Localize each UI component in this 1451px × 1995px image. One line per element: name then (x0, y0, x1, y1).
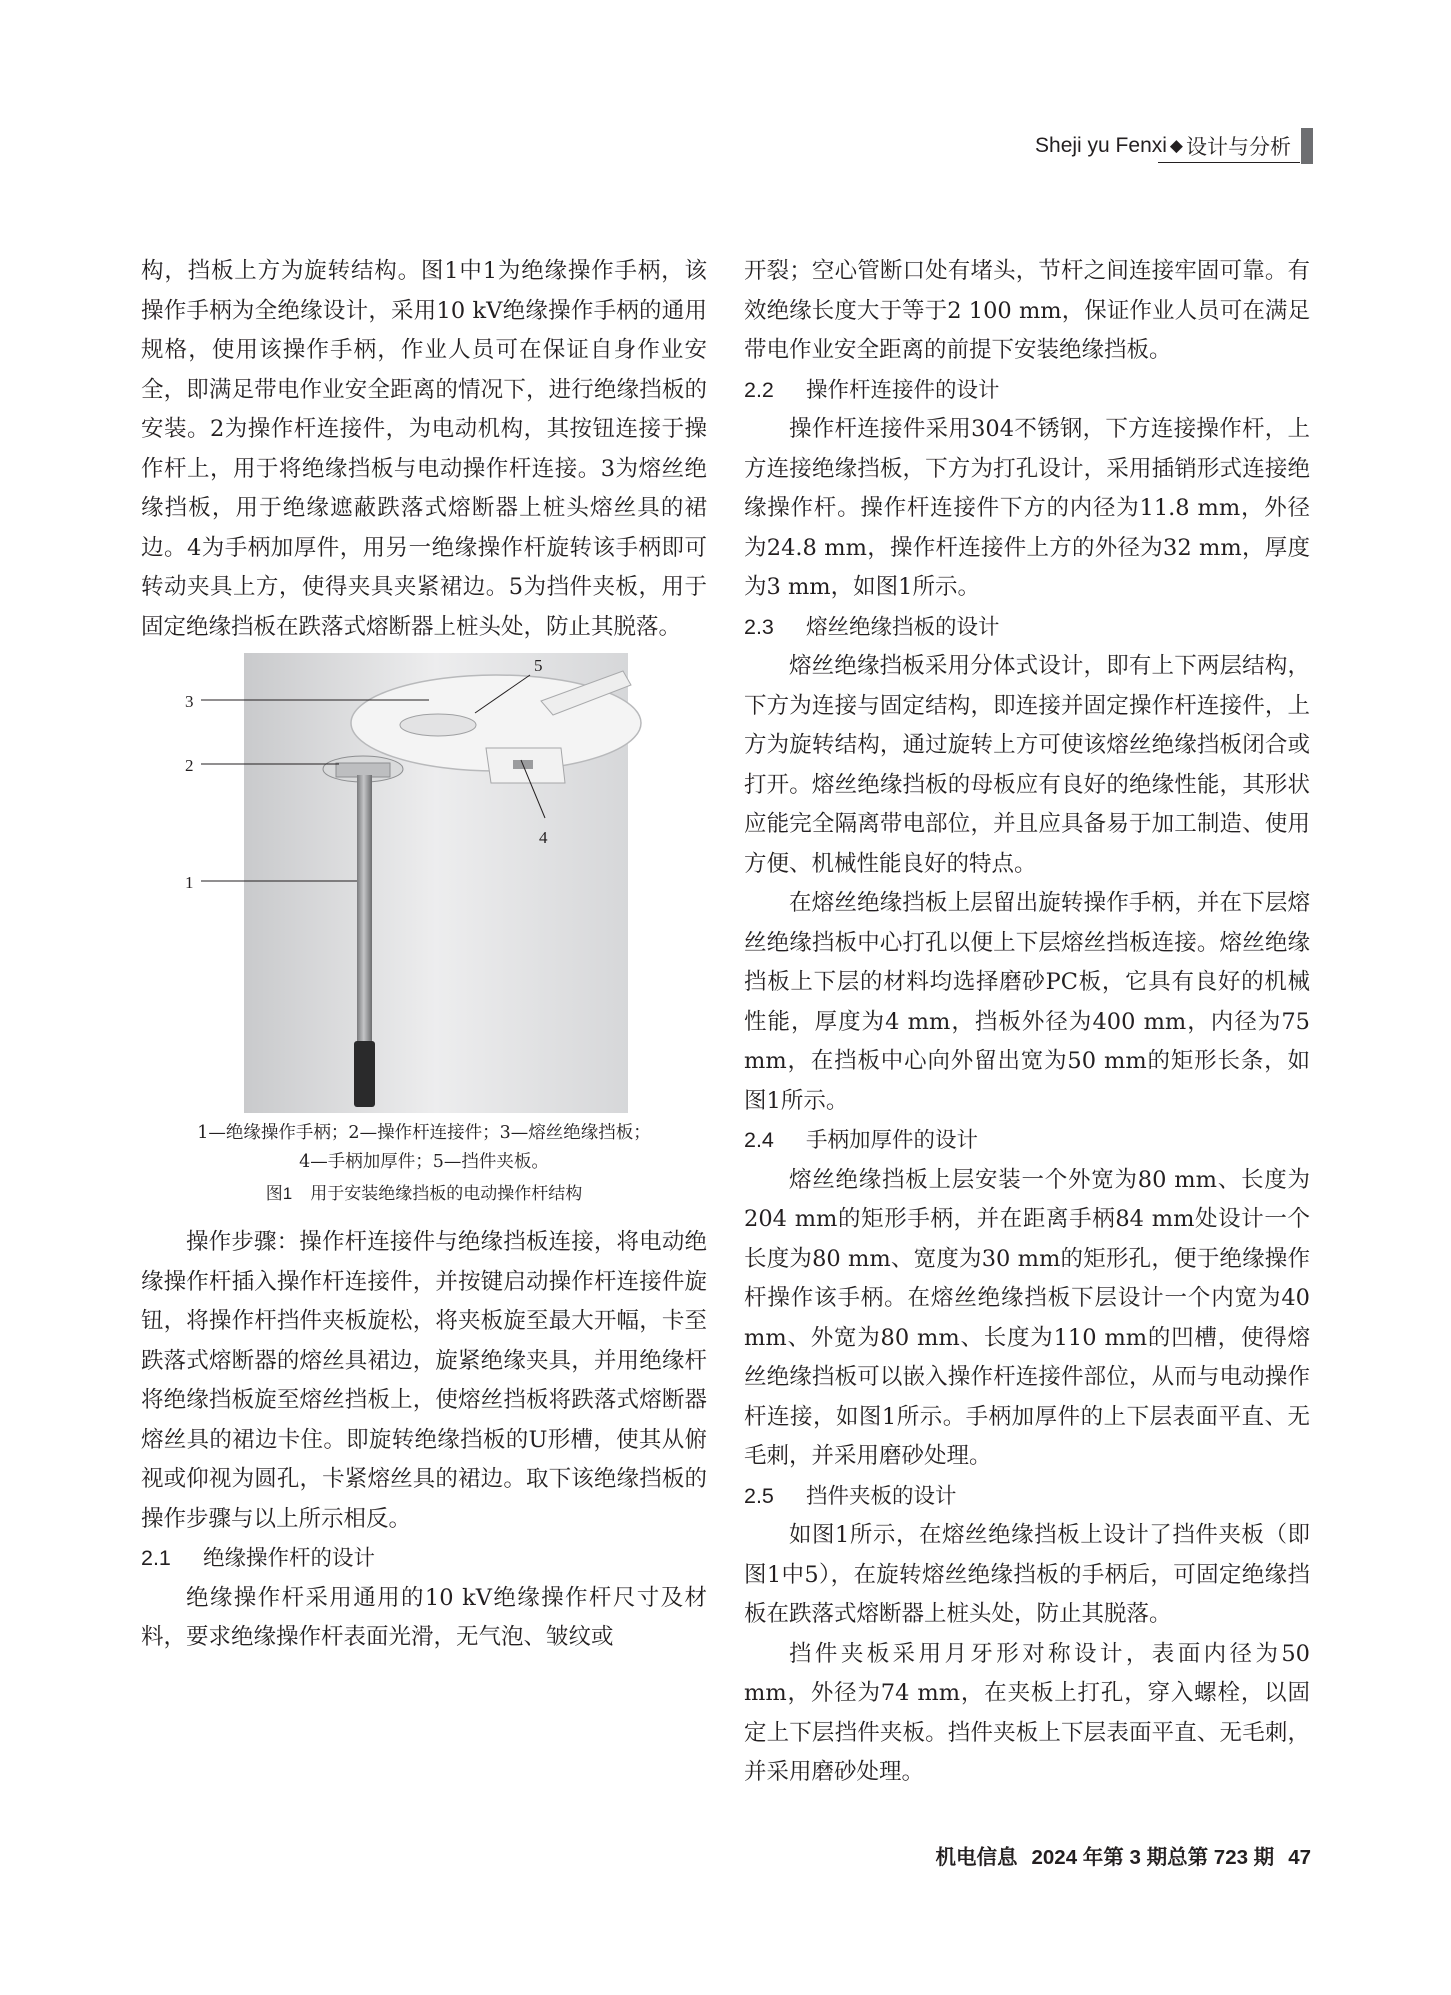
left-column (141, 252, 707, 1658)
paragraph: 熔丝绝缘挡板上层安装一个外宽为80 mm、长度为204 mm的矩形手柄，并在距离手柄84 mm处设计一个长度为80 mm、宽度为30 mm的矩形孔，便于绝缘操作杆操作该手柄。在熔丝绝缘挡板下层设计一个内宽为40 mm、外宽为80 mm、长度为110 mm的凹槽，使得熔丝绝缘挡板可以嵌入操作杆连接件部位，从而与电动操作杆连接，如图1所示。手柄加厚件的上下层表面平直、无毛刺，并采用磨砂处理。 (744, 1166, 1310, 1469)
section-number: 2.4 (744, 1128, 774, 1152)
callout-1: 1 (185, 873, 194, 892)
journal-name: 机电信息 (935, 1846, 1018, 1869)
section-number: 2.1 (141, 1546, 171, 1570)
section-heading (744, 371, 1310, 411)
paragraph: 在熔丝绝缘挡板上层留出旋转操作手柄，并在下层熔丝绝缘挡板中心打孔以便上下层熔丝挡板连接。熔丝绝缘挡板上下层的材料均选择磨砂PC板，它具有良好的机械性能，厚度为4 mm，挡板外径为400 mm，内径为75 mm，在挡板中心向外留出宽为50 mm的矩形长条，如图1所示。 (744, 890, 1310, 1114)
paragraph: 操作杆连接件采用304不锈钢，下方连接操作杆，上方连接绝缘挡板，下方为打孔设计，采用插销形式连接绝缘操作杆。操作杆连接件下方的内径为11.8 mm，外径为24.8 mm，操作杆连接件上方的外径为32 mm，厚度为3 mm，如图1所示。 (744, 416, 1310, 600)
section-number: 2.5 (744, 1483, 774, 1508)
figure-title-text: 用于安装绝缘挡板的电动操作杆结构 (310, 1184, 583, 1203)
right-column (744, 252, 1310, 1793)
paragraph: 绝缘操作杆采用通用的10 kV绝缘操作杆尺寸及材料，要求绝缘操作杆表面光滑，无气泡、皱纹或 (141, 1584, 707, 1650)
caption-line: 4—手柄加厚件；5—挡件夹板。 (299, 1152, 549, 1172)
issue-info: 2024 年第 3 期总第 723 期 (1031, 1846, 1275, 1869)
section-heading (141, 1539, 707, 1579)
callout-4: 4 (539, 828, 548, 847)
section-title: 手柄加厚件的设计 (806, 1128, 979, 1152)
figure-label: 图1 (265, 1184, 293, 1203)
section-heading (744, 608, 1310, 648)
header-rule (1158, 162, 1300, 163)
header-section: 设计与分析 (1186, 136, 1291, 159)
page-footer (922, 1840, 1312, 1870)
paragraph: 如图1所示，在熔丝绝缘挡板上设计了挡件夹板（即图1中5），在旋转熔丝绝缘挡板的手柄后，可固定绝缘挡板在跌落式熔断器上桩头处，防止其脱落。 (744, 1522, 1310, 1627)
section-heading (744, 1121, 1310, 1161)
caption-line: 1—绝缘操作手柄；2—操作杆连接件；3—熔丝绝缘挡板； (197, 1123, 651, 1143)
running-header (1035, 128, 1313, 164)
rod-connector-body (336, 763, 390, 777)
insulating-handle (357, 775, 372, 1043)
figure-illustration (141, 653, 707, 1113)
paragraph: 挡件夹板采用月牙形对称设计，表面内径为50 mm，外径为74 mm，在夹板上打孔，穿入螺栓，以固定上下层挡件夹板。挡件夹板上下层表面平直、无毛刺，并采用磨砂处理。 (744, 1640, 1310, 1785)
section-number: 2.2 (744, 377, 774, 402)
header-bar (1301, 128, 1313, 164)
figure-title (141, 1179, 707, 1209)
section-heading (744, 1477, 1310, 1517)
callout-2: 2 (185, 756, 194, 775)
section-title: 挡件夹板的设计 (806, 1483, 957, 1508)
section-number: 2.3 (744, 614, 774, 639)
section-title: 绝缘操作杆的设计 (203, 1546, 376, 1570)
paragraph: 开裂；空心管断口处有堵头，节杆之间连接牢固可靠。有效绝缘长度大于等于2 100 mm，保证作业人员可在满足带电作业安全距离的前提下安装绝缘挡板。 (744, 258, 1310, 363)
header-pinyin: Sheji yu Fenxi (1035, 134, 1167, 157)
section-title: 熔丝绝缘挡板的设计 (806, 614, 1000, 639)
baffle-center-ring (400, 714, 476, 736)
handle-grip (354, 1041, 375, 1107)
diamond-icon: ◆ (1169, 136, 1183, 155)
callout-3: 3 (185, 692, 194, 711)
callout-5: 5 (534, 656, 543, 675)
figure-caption (141, 1119, 707, 1177)
paragraph: 操作步骤：操作杆连接件与绝缘挡板连接，将电动绝缘操作杆插入操作杆连接件，并按键启动操作杆连接件旋钮，将操作杆挡件夹板旋松，将夹板旋至最大开幅，卡至跌落式熔断器的熔丝具裙边，旋紧绝缘夹具，并用绝缘杆将绝缘挡板旋至熔丝挡板上，使熔丝挡板将跌落式熔断器熔丝具的裙边卡住。即旋转绝缘挡板的U形槽，使其从俯视或仰视为圆孔，卡紧熔丝具的裙边。取下该绝缘挡板的操作步骤与以上所示相反。 (141, 1229, 707, 1532)
page-number: 47 (1288, 1846, 1311, 1869)
section-title: 操作杆连接件的设计 (806, 377, 1000, 402)
paragraph: 构，挡板上方为旋转结构。图1中1为绝缘操作手柄，该操作手柄为全绝缘设计，采用10 kV绝缘操作手柄的通用规格，使用该操作手柄，作业人员可在保证自身作业安全，即满足带电作业安全距离的情况下，进行绝缘挡板的安装。2为操作杆连接件，为电动机构，其按钮连接于操作杆上，用于将绝缘挡板与电动操作杆连接。3为熔丝绝缘挡板，用于绝缘遮蔽跌落式熔断器上桩头熔丝具的裙边。4为手柄加厚件，用另一绝缘操作杆旋转该手柄即可转动夹具上方，使得夹具夹紧裙边。5为挡件夹板，用于固定绝缘挡板在跌落式熔断器上桩头处，防止其脱落。 (141, 258, 707, 640)
paragraph: 熔丝绝缘挡板采用分体式设计，即有上下两层结构，下方为连接与固定结构，即连接并固定操作杆连接件，上方为旋转结构，通过旋转上方可使该熔丝绝缘挡板闭合或打开。熔丝绝缘挡板的母板应有良好的绝缘性能，其形状应能完全隔离带电部位，并且应具备易于加工制造、使用方便、机械性能良好的特点。 (744, 653, 1310, 877)
figure-1 (141, 653, 707, 1113)
